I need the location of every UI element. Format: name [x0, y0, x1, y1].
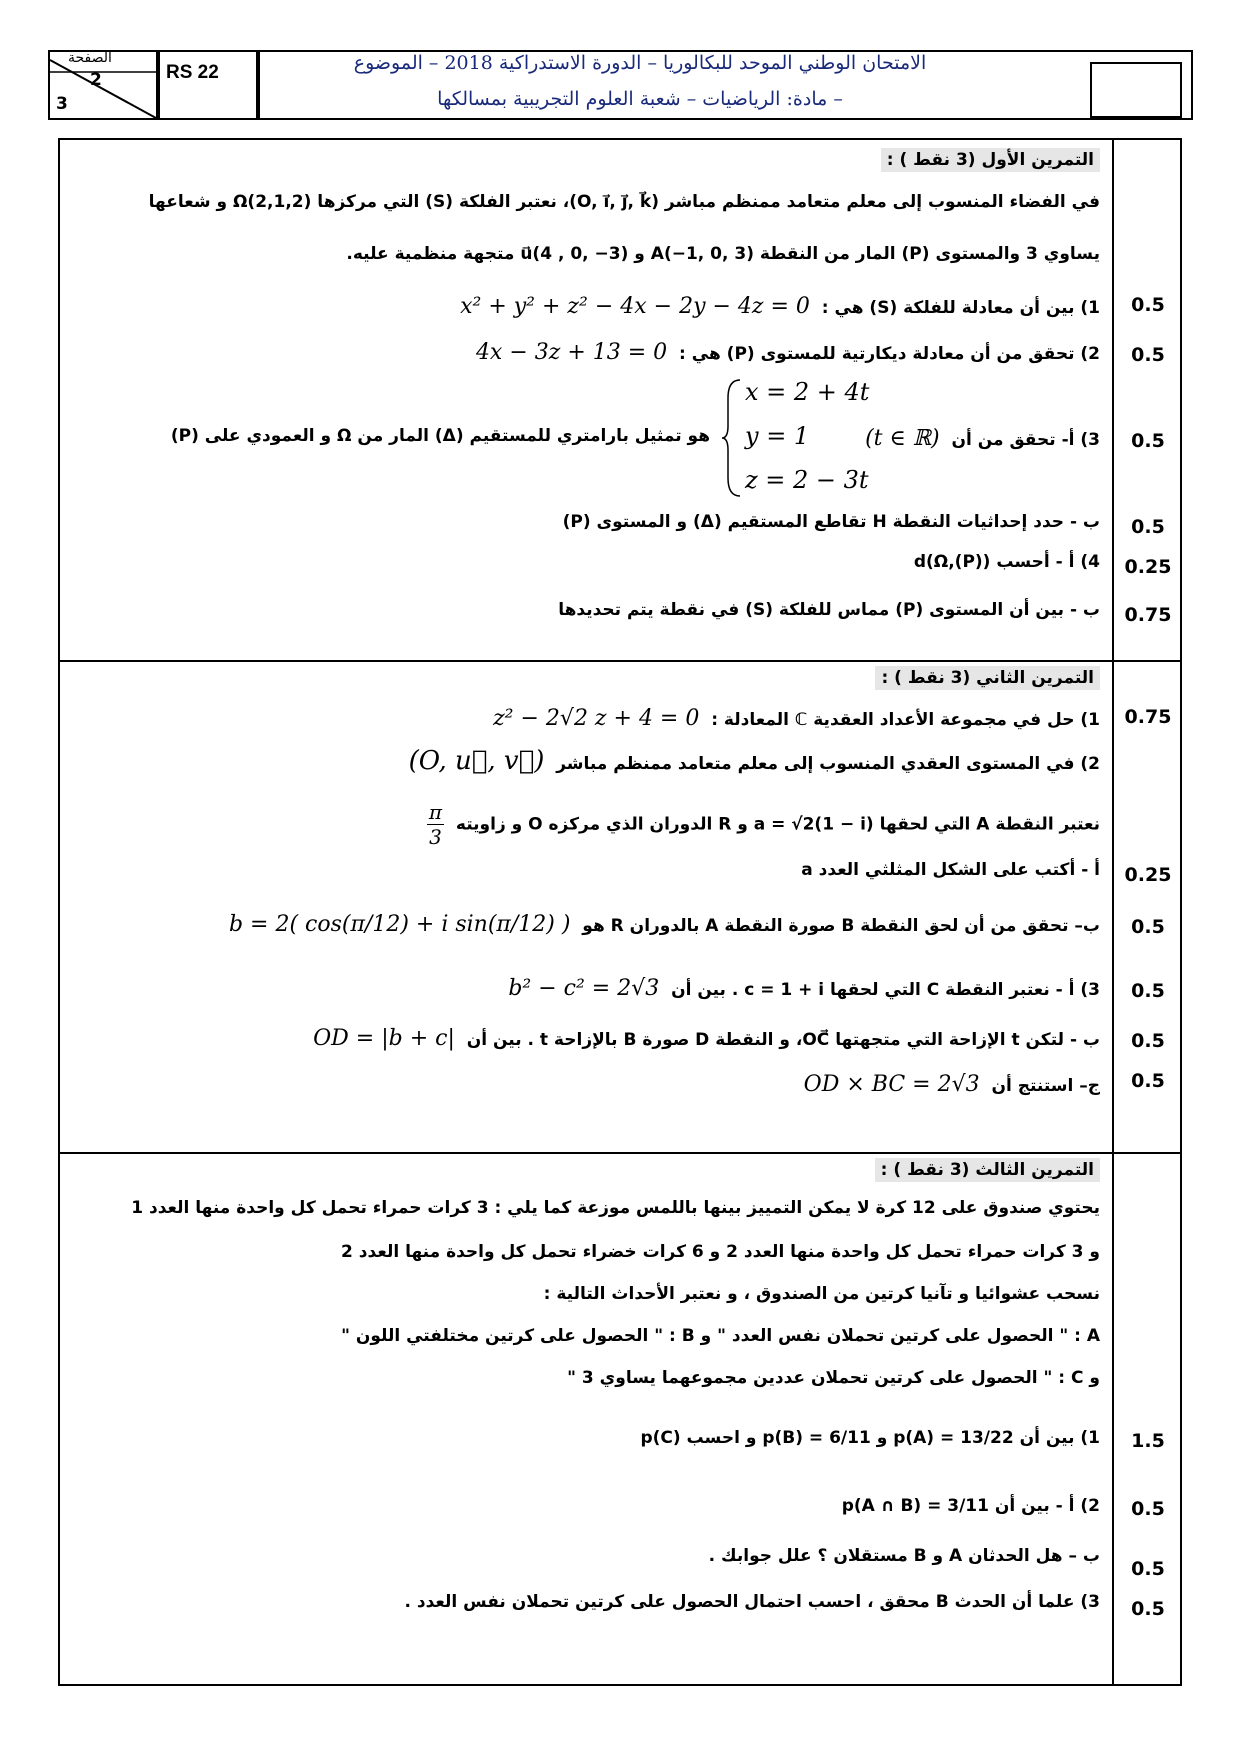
ex2-q2: 2) في المستوى العقدي المنسوب إلى معلم متعامد ممنظم مباشر (O, u⃗, v⃗): [408, 746, 1100, 776]
ex2-q3a: 3) أ - نعتبر النقطة C التي لحقها c = 1 + i . بين أن b² − c² = 2√3: [508, 976, 1100, 1001]
pi-over-3: $\frac{\pi}{3}$: [428, 800, 443, 849]
points-e3-1: 1.5: [1131, 1430, 1165, 1452]
system-eq1: x = 2 + 4t: [745, 378, 870, 406]
ex1-intro2: يساوي 3 والمستوى (P) المار من النقطة A(−1, 0, 3) و u⃗(4 , 0, −3) متجهة منظمية عليه.: [346, 244, 1100, 264]
points-e1-1: 0.5: [1131, 294, 1165, 316]
points-e2-2: 0.25: [1124, 864, 1172, 886]
ex3-line2: و 3 كرات حمراء تحمل كل واحدة منها العدد 2 و 6 كرات خضراء تحمل كل واحدة منها العدد 2: [341, 1242, 1100, 1262]
ex3-q2b: ب – هل الحدثان A و B مستقلان ؟ علل جوابك .: [708, 1546, 1100, 1566]
page-total: 3: [56, 94, 68, 114]
section-divider: [58, 1152, 1182, 1154]
ex3-line1: يحتوي صندوق على 12 كرة لا يمكن التمييز بينها باللمس موزعة كما يلي : 3 كرات حمراء تحمل كل واحدة منها العدد 1: [131, 1198, 1100, 1218]
ex1-q2-math: 4x − 3z + 13 = 0: [475, 340, 668, 365]
points-e3-4: 0.5: [1131, 1598, 1165, 1620]
ex3-line4: A : " الحصول على كرتين تحملان نفس العدد " و B : " الحصول على كرتين مختلفتي اللون ": [341, 1326, 1100, 1346]
ex3-line3: نسحب عشوائيا و تآنيا كرتين من الصندوق ، و نعتبر الأحداث التالية :: [543, 1284, 1100, 1304]
ex3-q3: 3) علما أن الحدث B محقق ، احسب احتمال الحصول على كرتين تحملان نفس العدد .: [404, 1592, 1100, 1612]
ex3-q1: 1) بين أن p(A) = 13/22 و p(B) = 6/11 و احسب p(C): [640, 1428, 1100, 1448]
ex1-q1: 1) بين أن معادلة للفلكة (S) هي : x² + y² + z² − 4x − 2y − 4z = 0: [460, 294, 1100, 319]
ex2-q2a: أ - أكتب على الشكل المثلثي العدد a: [801, 860, 1100, 880]
blank-box: [1090, 62, 1182, 118]
system-brace: [722, 378, 744, 498]
points-e1-4: 0.5: [1131, 516, 1165, 538]
ex1-q3a: 3) أ- تحقق من أن (t ∈ ℝ): [865, 426, 1100, 451]
page-label: الصفحة: [68, 50, 112, 66]
points-e3-2: 0.5: [1131, 1498, 1165, 1520]
ex1-q4a: 4) أ - أحسب d(Ω,(P)): [913, 552, 1100, 572]
ex1-q1-math: x² + y² + z² − 4x − 2y − 4z = 0: [460, 294, 810, 319]
points-e2-6: 0.5: [1131, 1070, 1165, 1092]
header-title-line1: الامتحان الوطني الموحد للبكالوريا – الدورة الاستدراكية 2018 – الموضوع: [353, 52, 927, 74]
points-e1-2: 0.5: [1131, 344, 1165, 366]
exam-code-box: [158, 50, 258, 120]
points-e2-4: 0.5: [1131, 980, 1165, 1002]
ex2-q3b: ب - لتكن t الإزاحة التي متجهتها OC⃗، و النقطة D صورة B بالإزاحة t . بين أن OD = |b + c|: [313, 1026, 1100, 1051]
ex2-title: التمرين الثاني (3 نقط ) :: [875, 668, 1100, 688]
ex1-q3b: ب - حدد إحداثيات النقطة H تقاطع المستقيم (Δ) و المستوى (P): [562, 512, 1100, 532]
points-column-divider: [1112, 138, 1114, 1686]
points-e3-3: 0.5: [1131, 1558, 1165, 1580]
points-e1-6: 0.75: [1124, 604, 1172, 626]
ex1-q2: 2) تحقق من أن معادلة ديكارتية للمستوى (P) هي : 4x − 3z + 13 = 0: [475, 340, 1100, 365]
points-e1-5: 0.25: [1124, 556, 1172, 578]
ex2-q3c: ج– استنتج أن OD × BC = 2√3: [803, 1072, 1100, 1097]
ex1-title: التمرين الأول (3 نقط ) :: [881, 150, 1100, 170]
points-e2-5: 0.5: [1131, 1030, 1165, 1052]
system-eq2: y = 1: [745, 422, 810, 450]
header-title-line2: – مادة: الرياضيات – شعبة العلوم التجريبية بمسالكها: [437, 88, 843, 110]
ex2-q2b: ب– تحقق من أن لحق النقطة B صورة النقطة A بالدوران R هو b = 2( cos(π/12) + i sin(π/12) ): [228, 912, 1100, 937]
section-divider: [58, 660, 1182, 662]
points-e2-3: 0.5: [1131, 916, 1165, 938]
ex1-intro1: في الفضاء المنسوب إلى معلم متعامد ممنظم مباشر (O, i⃗, j⃗, k⃗)، نعتبر الفلكة (S) التي مركزها Ω(2,1,2) و شعاعها: [148, 192, 1100, 212]
points-e1-3: 0.5: [1131, 430, 1165, 452]
ex3-q2a: 2) أ - بين أن p(A ∩ B) = 3/11: [841, 1496, 1100, 1516]
ex2-q2-intro: نعتبر النقطة A التي لحقها a = √2(1 − i) و R الدوران الذي مركزه O و زاويته $\frac{\pi}{3}$: [428, 800, 1100, 849]
ex1-q3a-post: هو تمثيل بارامتري للمستقيم (Δ) المار من Ω و العمودي على (P): [170, 426, 710, 446]
ex3-title: التمرين الثالث (3 نقط ) :: [875, 1160, 1100, 1180]
points-e2-1: 0.75: [1124, 706, 1172, 728]
ex2-q1: 1) حل في مجموعة الأعداد العقدية ℂ المعادلة : z² − 2√2 z + 4 = 0: [493, 706, 1100, 731]
ex3-line5: و C : " الحصول على كرتين تحملان عددين مجموعهما يساوي 3 ": [567, 1368, 1100, 1388]
page-number-box: [48, 50, 158, 120]
ex1-q4b: ب - بين أن المستوى (P) مماس للفلكة (S) في نقطة يتم تحديدها: [558, 600, 1100, 620]
system-eq3: z = 2 − 3t: [745, 466, 869, 494]
exam-code: RS 22: [166, 62, 219, 83]
page-num: 2: [90, 70, 102, 90]
